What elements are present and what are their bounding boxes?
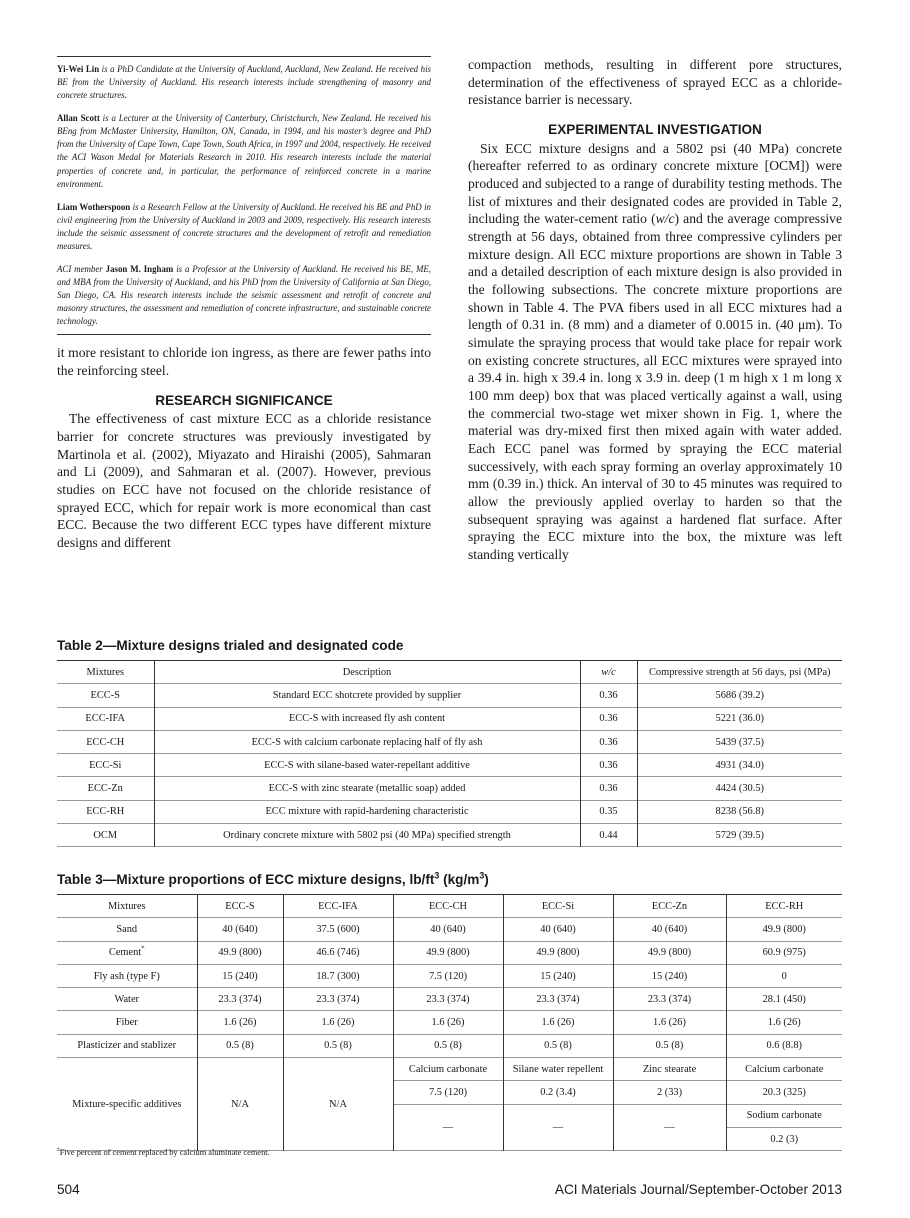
table-cell: 23.3 (374) — [197, 988, 283, 1011]
table-cell: 15 (240) — [197, 964, 283, 987]
table-header: ECC-CH — [393, 895, 503, 918]
table-cell: Silane water repellent — [503, 1058, 613, 1081]
table-cell: 40 (640) — [613, 918, 726, 941]
continuation-paragraph: compaction methods, resulting in different pore structures, determination of the effectiveness of sprayed ECC as a chloride-resistance barrier is necessary. — [468, 57, 842, 108]
table-cell: ECC-Si — [57, 754, 154, 777]
table-cell: 37.5 (600) — [283, 918, 393, 941]
table-cell: 1.6 (26) — [283, 1011, 393, 1034]
table-header: ECC-RH — [726, 895, 842, 918]
table-cell: ECC-Zn — [57, 777, 154, 800]
table-cell: 0.2 (3.4) — [503, 1081, 613, 1104]
table-header: Mixtures — [57, 895, 197, 918]
table-cell: 49.9 (800) — [613, 941, 726, 964]
table-cell: OCM — [57, 824, 154, 847]
right-body — [468, 56, 842, 564]
table-cell: ECC-S with calcium carbonate replacing half of fly ash — [154, 730, 580, 753]
table-cell: 40 (640) — [503, 918, 613, 941]
table-cell: 15 (240) — [613, 964, 726, 987]
table-cell: Water — [57, 988, 197, 1011]
section-heading: RESEARCH SIGNIFICANCE — [155, 392, 333, 408]
author-bios — [57, 56, 431, 335]
table-cell: 0.44 — [580, 824, 637, 847]
table-cell: 1.6 (26) — [197, 1011, 283, 1034]
section-heading: EXPERIMENTAL INVESTIGATION — [548, 122, 762, 138]
table-cell: 0.36 — [580, 707, 637, 730]
table-header: w/c — [580, 661, 637, 684]
table-cell: 1.6 (26) — [613, 1011, 726, 1034]
table-cell: 40 (640) — [197, 918, 283, 941]
table-cell: 1.6 (26) — [503, 1011, 613, 1034]
table2-title: Table 2—Mixture designs trialed and designated code — [57, 638, 404, 653]
table-cell: 0.2 (3) — [770, 1133, 799, 1145]
table-cell: 0.36 — [580, 754, 637, 777]
author-bio: ACI member Jason M. Ingham is a Professor at the University of Auckland. He received his BE, ME, and MBA from the University of Auckland, and his PhD from the University of California at San Diego, San Diego, CA. His research interests include the seismic assessment and retrofit of concrete and masonry structures, the assessment and remediation of concrete infrastructure, and sustainable concrete technology. — [57, 264, 431, 327]
table-cell: 2 (33) — [613, 1081, 726, 1104]
table-cell: ECC-RH — [57, 800, 154, 823]
table-header: ECC-IFA — [283, 895, 393, 918]
table-cell: Mixture-specific additives — [57, 1058, 197, 1151]
table-cell: ECC-S — [57, 684, 154, 707]
table-cell: Ordinary concrete mixture with 5802 psi (40 MPa) specified strength — [154, 824, 580, 847]
left-column — [57, 56, 431, 552]
table-header: Mixtures — [57, 661, 154, 684]
table-cell: 23.3 (374) — [393, 988, 503, 1011]
table3-title: Table 3—Mixture proportions of ECC mixture designs, $lb/ft^3$ $(kg/m^3)$ — [57, 870, 489, 887]
body-paragraph: Six ECC mixture designs and a 5802 psi (40 MPa) concrete (hereafter referred to as ordinary concrete mixture [OCM]) were produced and subjected to a range of durability testing methods. The list of mixtures and their designated codes are provided in Table 2, including the water-cement ratio (w/c) and the average compressive strength at 56 days, obtained from three compressive cylinders per mixture design. All ECC mixture proportions are shown in Table 3 and a detailed description of each mixture design is also provided in the following subsections. The concrete mixture proportions are shown in Table 4. The PVA fibers used in all ECC mixtures had a length of 0.31 in. (8 mm) and a diameter of 0.0015 in. (40 μm). To simulate the spraying process that would take place for repair work on existing concrete structures, all ECC mixtures were sprayed into a 39.4 in. high x 39.4 in. long x 3.9 in. deep (1 m high x 1 m long x 100 mm deep) box that was placed vertically against a wall, using the commercial two-stage wet mixer shown in Fig. 1, where the material was dry-mixed first then mixed again with water added. Each ECC panel was formed by spraying the ECC material successively, with each spray forming an overlay approximately 10 mm (0.39 in.) thick. An interval of 30 to 45 minutes was required to allow the previously applied overlay to harden so that the subsequent spraying was against a hardened flat surface. After spraying the ECC mixture into the box, the mixture was left standing vertically — [468, 140, 842, 563]
body-paragraph: The effectiveness of cast mixture ECC as a chloride resistance barrier for concrete structures was previously investigated by Martinola et al. (2002), Miyazato and Hiraishi (2005), Sahmaran and Li (2009), and Sahmaran et al. (2007). However, previous studies on ECC have not focused on the chloride resistance of sprayed ECC, which for repair work is more economical than cast ECC. Because the two different ECC types have different mixture designs and different — [57, 411, 431, 551]
table-cell: 7.5 (120) — [393, 1081, 503, 1104]
author-name: Allan Scott — [57, 113, 100, 124]
table-cell: N/A — [283, 1058, 393, 1151]
table-row — [57, 941, 842, 964]
table-cell: ECC-CH — [57, 730, 154, 753]
table-header: ECC-S — [197, 895, 283, 918]
table-cell: N/A — [197, 1058, 283, 1151]
table-header: ECC-Si — [503, 895, 613, 918]
table-cell: 0.5 (8) — [197, 1034, 283, 1057]
table-header: Description — [154, 661, 580, 684]
table-cell: Zinc stearate — [613, 1058, 726, 1081]
table-cell: 0.5 (8) — [613, 1034, 726, 1057]
table-cell: 0.35 — [580, 800, 637, 823]
table-row — [57, 754, 842, 777]
table-row — [57, 824, 842, 847]
table-cell: ECC-IFA — [57, 707, 154, 730]
table-cell: Sodium carbonate — [726, 1104, 842, 1127]
table-cell: 5221 (36.0) — [637, 707, 842, 730]
table-cell: Cement* — [57, 941, 197, 964]
table-cell: 7.5 (120) — [393, 964, 503, 987]
table-cell: — — [393, 1104, 503, 1151]
table-cell: 1.6 (26) — [393, 1011, 503, 1034]
table-row — [57, 988, 842, 1011]
table-cell: 1.6 (26) — [726, 1011, 842, 1034]
author-name: Yi-Wei Lin — [57, 64, 100, 74]
table-cell: 15 (240) — [503, 964, 613, 987]
table-row — [57, 800, 842, 823]
table-cell: 5686 (39.2) — [637, 684, 842, 707]
table-row — [57, 1058, 842, 1081]
table-cell: 0.36 — [580, 684, 637, 707]
table-cell: 0.5 (8) — [503, 1034, 613, 1057]
table-cell: 0.36 — [580, 730, 637, 753]
table-cell: 46.6 (746) — [283, 941, 393, 964]
table-cell: ECC-S with zinc stearate (metallic soap) added — [154, 777, 580, 800]
table-header: ECC-Zn — [613, 895, 726, 918]
table-cell: 60.9 (975) — [726, 941, 842, 964]
table-cell: 20.3 (325) — [726, 1081, 842, 1104]
table-cell: Standard ECC shotcrete provided by supplier — [154, 684, 580, 707]
table-cell: 8238 (56.8) — [637, 800, 842, 823]
table-row — [57, 918, 842, 941]
page-number: 504 — [57, 1182, 80, 1197]
table-cell: 5729 (39.5) — [637, 824, 842, 847]
table-row — [57, 777, 842, 800]
table-row — [57, 684, 842, 707]
author-bio: Liam Wotherspoon is a Research Fellow at the University of Auckland. He received his BE and PhD in civil engineering from the University of Auckland in 2003 and 2009, respectively. His research interests include the seismic assessment of concrete structures and the development of retrofit and remediation measures. — [57, 201, 431, 251]
table-cell: ECC mixture with rapid-hardening characteristic — [154, 800, 580, 823]
table-cell: 0.6 (8.8) — [726, 1034, 842, 1057]
table-row — [57, 1011, 842, 1034]
table-cell: ECC-S with increased fly ash content — [154, 707, 580, 730]
table3 — [57, 894, 842, 1151]
table-row — [57, 1034, 842, 1057]
table-cell: Plasticizer and stablizer — [57, 1034, 197, 1057]
table-row — [57, 730, 842, 753]
left-body — [57, 344, 431, 551]
table-cell: 49.9 (800) — [503, 941, 613, 964]
table-cell: 49.9 (800) — [726, 918, 842, 941]
table-cell: — — [503, 1104, 613, 1151]
table-header: Compressive strength at 56 days, psi (MPa) — [637, 661, 842, 684]
table-row — [57, 964, 842, 987]
table-cell: — — [613, 1104, 726, 1151]
table-cell: Calcium carbonate — [393, 1058, 503, 1081]
table-cell: 0.36 — [580, 777, 637, 800]
journal-footer: ACI Materials Journal/September-October 2013 — [554, 1182, 842, 1197]
table-header-row — [57, 661, 842, 684]
continuation-paragraph: it more resistant to chloride ion ingress, as there are fewer paths into the reinforcing steel. — [57, 345, 431, 379]
table2 — [57, 660, 842, 847]
table-cell: 49.9 (800) — [197, 941, 283, 964]
table-cell: 5439 (37.5) — [637, 730, 842, 753]
table-cell: 23.3 (374) — [283, 988, 393, 1011]
footnote-marker: * — [141, 945, 145, 953]
table-header-row — [57, 895, 842, 918]
author-bio: Yi-Wei Lin is a PhD Candidate at the University of Auckland, Auckland, New Zealand. He received his BE from the University of Auckland. His research interests include strengthening of masonry and concrete structures. — [57, 64, 431, 101]
table-cell: 23.3 (374) — [503, 988, 613, 1011]
table-cell: 28.1 (450) — [726, 988, 842, 1011]
table-cell: 0 — [726, 964, 842, 987]
author-name: Jason M. Ingham — [105, 264, 174, 275]
table-cell: ECC-S with silane-based water-repellant additive — [154, 754, 580, 777]
table-cell: 40 (640) — [393, 918, 503, 941]
table-cell: 18.7 (300) — [283, 964, 393, 987]
table-cell: Sand — [57, 918, 197, 941]
table-cell: 0.5 (8) — [393, 1034, 503, 1057]
author-bio: Allan Scott is a Lecturer at the University of Canterbury, Christchurch, New Zealand. He received his BEng from McMaster University, Hamilton, ON, Canada, in 1994, and his master’s degree and PhD from the University of Cape Town, Cape Town, South Africa, in 1997 and 2004, respectively. He received the ACI Wason Medal for Materials Research in 2010. His research interests include the material properties of concrete and, in particular, the performance of reinforced concrete in a marine environment. — [57, 113, 432, 189]
table-row — [57, 707, 842, 730]
table-cell: 4424 (30.5) — [637, 777, 842, 800]
table-cell: Calcium carbonate — [726, 1058, 842, 1081]
table-cell: 4931 (34.0) — [637, 754, 842, 777]
table-cell: 23.3 (374) — [613, 988, 726, 1011]
table-cell: Fly ash (type F) — [57, 964, 197, 987]
table-cell: 0.5 (8) — [283, 1034, 393, 1057]
right-column — [468, 56, 842, 564]
table-footnote: *Five percent of cement replaced by calcium aluminate cement. — [57, 1147, 270, 1157]
table-cell: Fiber — [57, 1011, 197, 1034]
author-name: Liam Wotherspoon — [57, 201, 131, 212]
table-cell: 49.9 (800) — [393, 941, 503, 964]
